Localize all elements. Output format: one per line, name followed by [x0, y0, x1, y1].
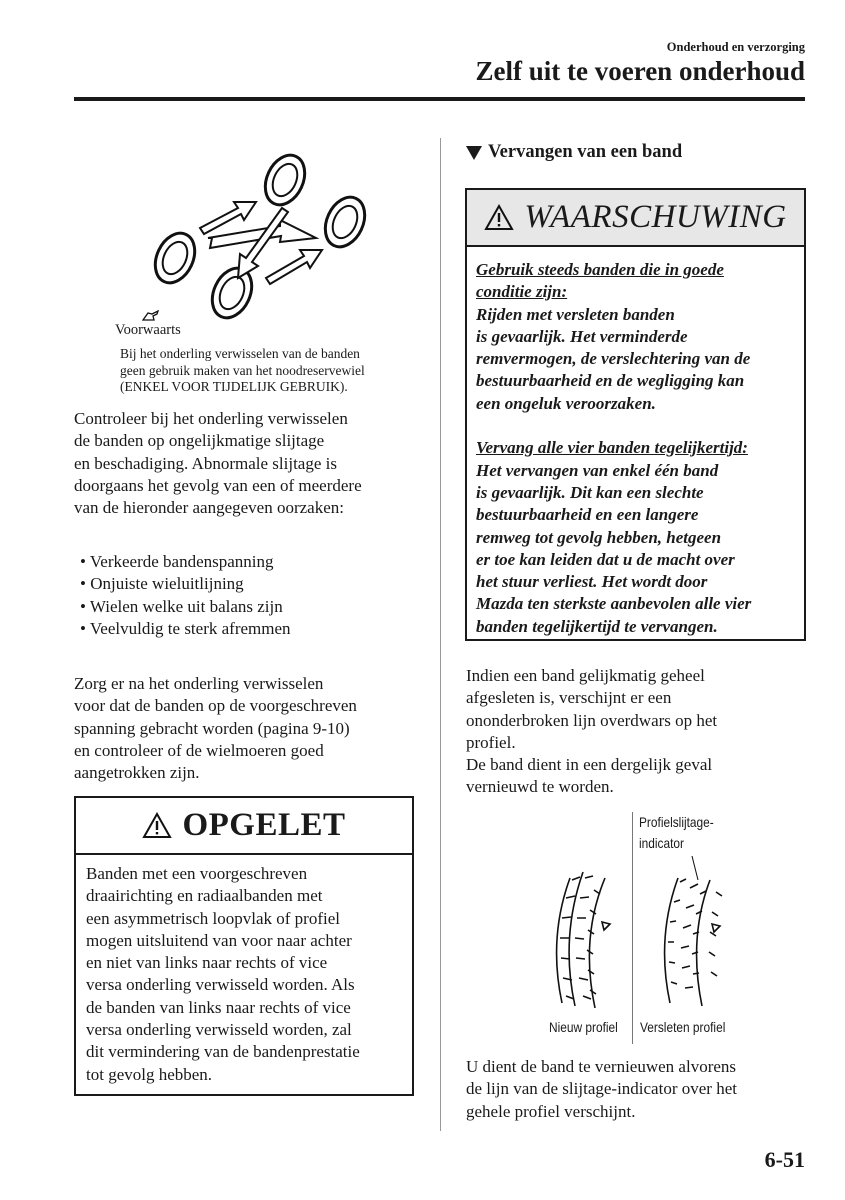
intro-paragraph: Controleer bij het onderling verwisselen de banden op ongelijkmatige slijtage en beschadiging. Abnormale slijtage is doorgaans het gevolg van een of meerdere van de hieronder aangegeven oorzaken:	[74, 409, 362, 518]
warning-title: WAARSCHUWING	[524, 199, 787, 235]
warning-triangle-icon	[142, 812, 172, 839]
caution-header	[76, 798, 412, 855]
new-tread-label: Nieuw profiel	[549, 1019, 618, 1035]
worn-tread-label: Versleten profiel	[640, 1019, 726, 1035]
caution-title: OPGELET	[182, 807, 346, 843]
tire-rear-left	[148, 227, 203, 289]
forward-hand-icon	[142, 308, 160, 322]
new-tread	[557, 872, 610, 1008]
list-item: • Onjuiste wieluitlijning	[80, 574, 244, 594]
caution-text: Banden met een voorgeschreven draairichting en radiaalbanden met een asymmetrisch loopvlak of profiel mogen uitsluitend van voor naar achter en niet van links naar rechts of vice versa onderling verwisseld worden. Als de banden van links naar rechts of vice versa onderling verwisseld worden, zal dit vermindering van de bandenprestatie tot gevolg hebben.	[86, 864, 360, 1084]
figure-note: Bij het onderling verwisselen van de banden geen gebruik maken van het noodreservewiel (ENKEL VOOR TIJDELIJK GEBRUIK).	[120, 346, 365, 394]
forward-label: Voorwaarts	[115, 322, 181, 338]
worn-tire-paragraph: Indien een band gelijkmatig geheel afgesleten is, verschijnt er een ononderbroken lijn overdwars op het profiel. De band dient in een dergelijk geval vernieuwd te worden.	[466, 666, 718, 797]
warning-box	[465, 188, 806, 641]
warning-triangle-icon	[484, 204, 514, 231]
list-item: • Wielen welke uit balans zijn	[80, 596, 283, 616]
header-rule	[74, 97, 805, 101]
wear-indicator-label: Profielslijtage- indicator	[639, 814, 714, 851]
tire-rotation-diagram	[120, 150, 380, 320]
subheading: Vervangen van een band	[466, 142, 682, 163]
after-rotation-paragraph: Zorg er na het onderling verwisselen voor dat de banden op de voorgeschreven spanning gebracht worden (pagina 9-10) en controleer of de wielmoeren goed aangetrokken zijn.	[74, 674, 357, 783]
tire-front-left	[258, 150, 313, 211]
worn-tread	[665, 856, 722, 1006]
final-paragraph: U dient de band te vernieuwen alvorens de lijn van de slijtage-indicator over het gehele profiel verschijnt.	[466, 1057, 737, 1121]
tire-front-right	[318, 191, 373, 253]
cause-list	[80, 551, 410, 640]
caution-box	[74, 796, 414, 1096]
list-item: • Veelvuldig te sterk afremmen	[80, 618, 291, 638]
triangle-bullet-icon	[466, 146, 482, 160]
warning-header	[467, 190, 804, 247]
arrow-rr-to-fr	[266, 250, 322, 284]
figure-divider	[632, 812, 633, 1044]
arrow-rl-to-fl	[200, 202, 256, 234]
list-item: • Verkeerde bandenspanning	[80, 552, 274, 571]
column-divider	[440, 138, 441, 1131]
page-number: 6-51	[764, 1147, 805, 1172]
warning-text: Gebruik steeds banden die in goede conditie zijn: Rijden met versleten banden is gevaarlijk. Het verminderde remvermogen, de verslechtering van de bestuurbaarheid en de wegligging kan een ongeluk veroorzaken. Vervang alle vier banden tegelijkertijd: Het vervangen van enkel één band is gevaarlijk. Dit kan een slechte bestuurbaarheid en een langere remweg tot gevolg hebben, hetgeen er toe kan leiden dat u de macht over het stuur verliest. Het wordt door Mazda ten sterkste aanbevolen alle vier banden tegelijkertijd te vervangen.	[476, 260, 752, 636]
section-label: Onderhoud en verzorging	[666, 40, 805, 54]
page-title: Zelf uit te voeren onderhoud	[475, 56, 805, 86]
